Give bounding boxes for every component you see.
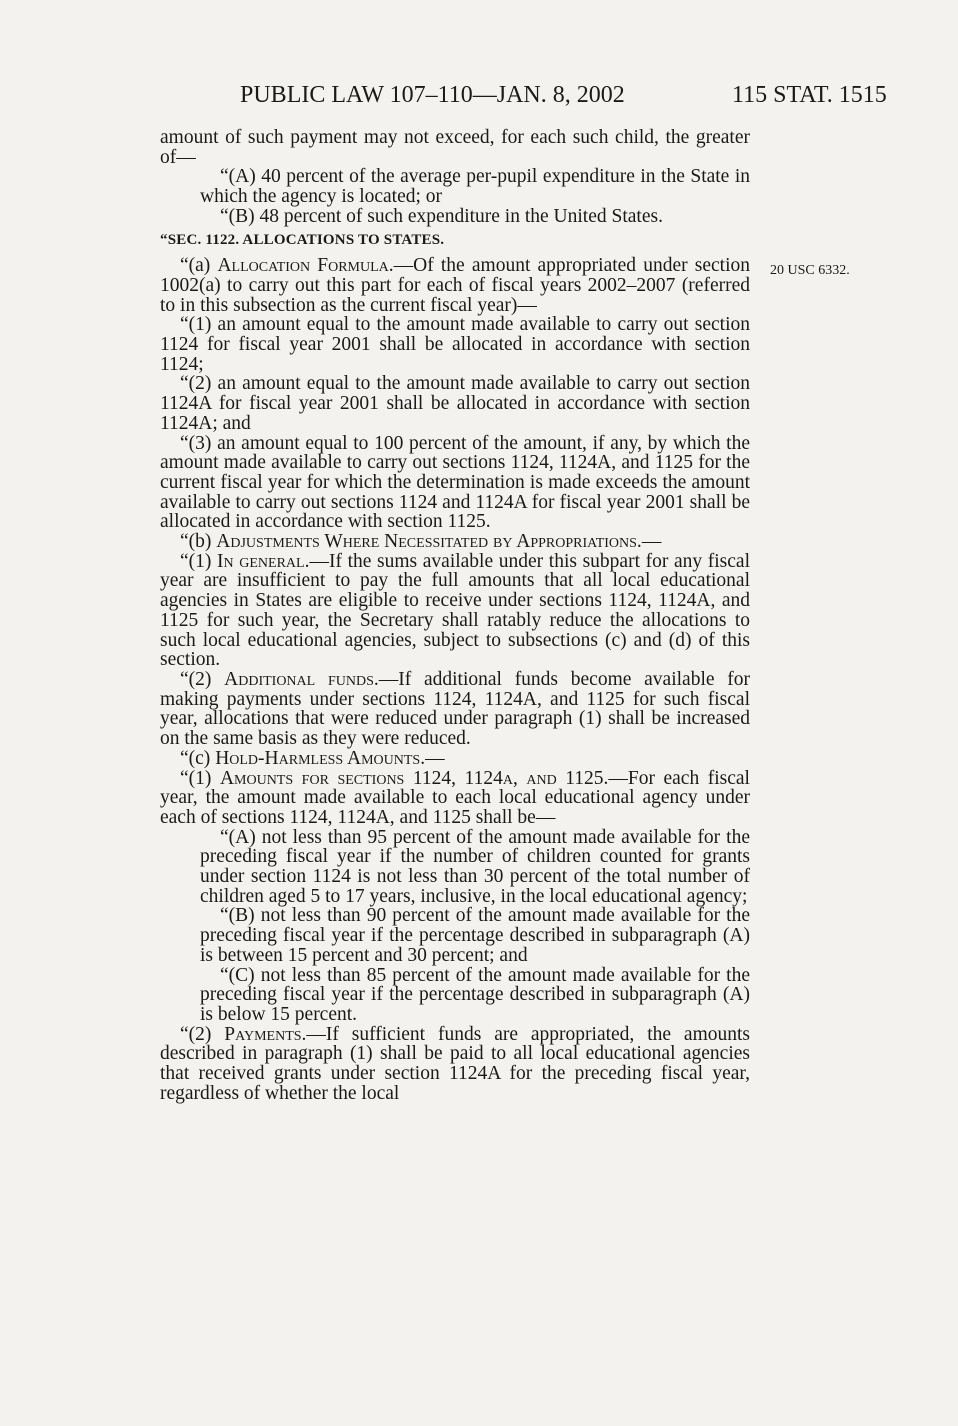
section-heading: “SEC. 1122. ALLOCATIONS TO STATES.: [160, 231, 445, 248]
paragraph-c2-label: “(2): [180, 1023, 225, 1045]
subsection-c-label: “(c): [180, 747, 216, 769]
paragraph-b2: [160, 670, 750, 749]
subparagraph-c-a: “(A) not less than 95 percent of the amount made available for the preceding fiscal year if the number of children counted for grants under section 1124 is not less than 30 percent of the total number of children aged 5 to 17 years, inclusive, in the local educational agency;: [200, 826, 750, 907]
subsection-c: [160, 749, 750, 769]
paragraph-b1-label: “(1): [180, 550, 218, 572]
subsection-c-heading: Hold-Harmless Amounts.: [215, 747, 426, 769]
paragraph-b1-text: —If the sums available under this subpart for any fiscal year are insufficient to pay the full amounts that all local educational agencies in States are eligible to receive under sections 1124, 1124A, and 1125 for such year, the Secretary shall ratably reduce the allocations to such local educational agencies, subject to subsections (c) and (d) of this section.: [160, 550, 750, 671]
subsection-b-heading: Adjustments Where Necessitated by Appropriations.: [216, 531, 642, 553]
paragraph-b1: [160, 552, 750, 670]
paragraph-continuation: amount of such payment may not exceed, for each such child, the greater of—: [160, 127, 750, 168]
paragraph-b2-heading: Additional funds.: [224, 668, 379, 690]
paragraph-b2-label: “(2): [180, 668, 225, 690]
margin-note-usc: 20 USC 6332.: [770, 263, 850, 278]
paragraph-a3: “(3) an amount equal to 100 percent of the amount, if any, by which the amount made available to carry out sections 1124, 1124A, and 1125 for the current fiscal year for which the determination is made exceeds the amount available to carry out sections 1124 and 1124A for fiscal year 2001 shall be allocated in accordance with section 1125.: [160, 432, 750, 533]
paragraph-b1-heading: In general.: [217, 550, 310, 572]
subsection-a-heading: Allocation Formula.: [217, 255, 394, 277]
subsection-c-dash: —: [425, 747, 445, 769]
subsection-a: [160, 256, 750, 315]
law-title: PUBLIC LAW 107–110—JAN. 8, 2002: [240, 82, 625, 108]
page-header: [0, 82, 958, 112]
subparagraph-a: “(A) 40 percent of the average per-pupil expenditure in the State in which the agency is located; or: [200, 166, 750, 208]
subsection-a-text: —Of the amount appropriated under section 1002(a) to carry out this part for each of fiscal years 2002–2007 (referred to in this subsection as the current fiscal year)—: [160, 255, 750, 316]
stat-page-number: 115 STAT. 1515: [732, 82, 887, 108]
subparagraph-b: “(B) 48 percent of such expenditure in the United States.: [220, 205, 663, 227]
subsection-b-dash: —: [641, 531, 662, 553]
document-body: [160, 128, 750, 1103]
paragraph-a1: “(1) an amount equal to the amount made available to carry out section 1124 for fiscal year 2001 shall be allocated in accordance with section 1124;: [160, 314, 750, 375]
paragraph-a2: “(2) an amount equal to the amount made available to carry out section 1124A for fiscal year 2001 shall be allocated in accordance with section 1124A; and: [160, 373, 750, 434]
subparagraph-c-c: “(C) not less than 85 percent of the amount made available for the preceding fiscal year if the percentage described in subparagraph (A) is below 15 percent.: [200, 964, 750, 1025]
paragraph-c2-heading: Payments.: [224, 1023, 307, 1045]
paragraph-b2-text: —If additional funds become available for making payments under sections 1124, 1124A, and 1125 for such fiscal year, allocations that were reduced under paragraph (1) shall be increased on the same basis as they were reduced.: [160, 668, 750, 750]
paragraph-c1-heading: Amounts for sections 1124, 1124a, and 1125.: [219, 767, 609, 789]
paragraph-c2: [160, 1025, 750, 1104]
subsection-b: [160, 532, 750, 552]
subparagraph-c-b: “(B) not less than 90 percent of the amount made available for the preceding fiscal year if the percentage described in subparagraph (A) is between 15 percent and 30 percent; and: [200, 905, 750, 966]
paragraph-c1-label: “(1): [180, 767, 220, 789]
paragraph-c1-text: —For each fiscal year, the amount made available to each local educational agency under each of sections 1124, 1124A, and 1125 shall be—: [160, 767, 750, 828]
paragraph-c2-text: —If sufficient funds are appropriated, the amounts described in paragraph (1) shall be paid to all local educational agencies that received grants under section 1124A for the preceding fiscal year, regardless of whether the local: [160, 1023, 750, 1104]
subsection-b-label: “(b): [180, 531, 217, 553]
paragraph-c1: [160, 769, 750, 828]
subsection-a-label: “(a): [180, 255, 218, 277]
